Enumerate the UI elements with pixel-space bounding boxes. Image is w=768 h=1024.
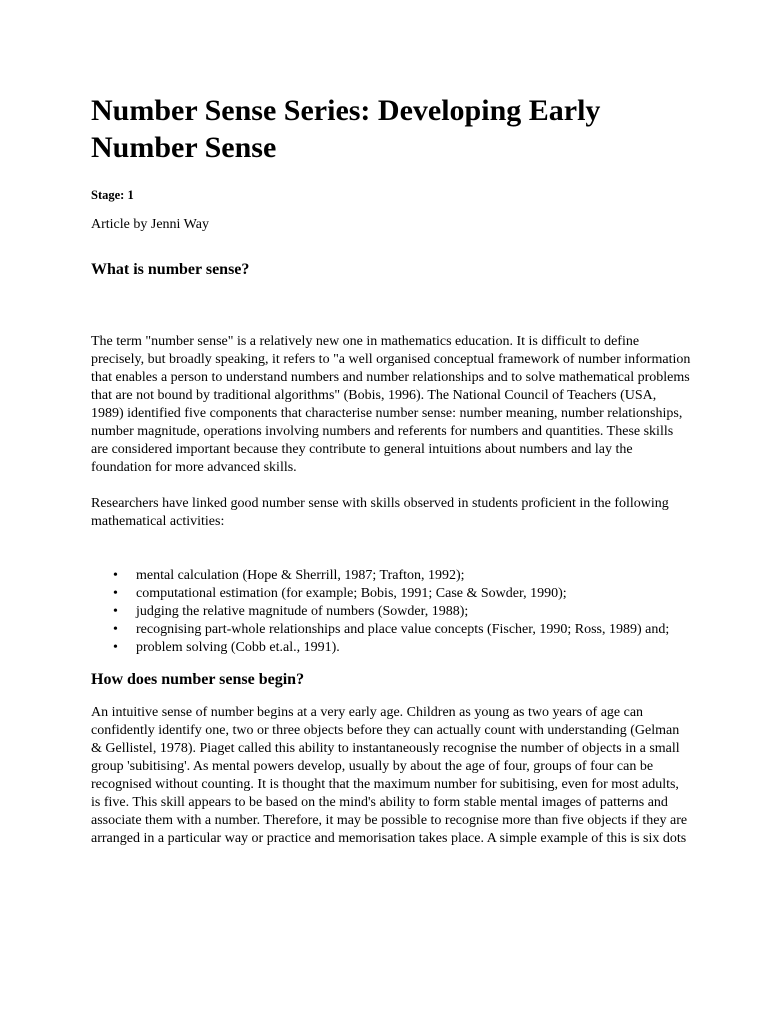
list-item: • mental calculation (Hope & Sherrill, 1987; Trafton, 1992); — [91, 567, 691, 585]
list-item: • recognising part-whole relationships and place value concepts (Fischer, 1990; Ross, 1989) and; — [91, 621, 691, 639]
article-byline: Article by Jenni Way — [91, 217, 209, 232]
article-body — [91, 92, 691, 848]
paragraph-researchers: Researchers have linked good number sense with skills observed in students proficient in the following mathematical activities: — [91, 496, 669, 529]
paragraph-intuitive-sense: An intuitive sense of number begins at a very early age. Children as young as two years of age can confidently identify one, two or three objects before they can actually count with understanding (Gelman & Gellistel, 1978). Piaget called this ability to instantaneously recognise the number of objects in a small group 'subitising'. As mental powers develop, usually by about the age of four, groups of four can be recognised without counting. It is thought that the maximum number for subitising, even for most adults, is five. This skill appears to be based on the mind's ability to form stable mental images of patterns and associate them with a number. Therefore, it may be possible to recognise more than five objects if they are arranged in a particular way or practice and memorisation takes place. A simple example of this is six dots — [91, 705, 688, 846]
section-heading-how-does-number-sense-begin: How does number sense begin? — [91, 671, 305, 688]
activities-list — [91, 567, 691, 657]
paragraph-definition: The term "number sense" is a relatively new one in mathematics education. It is difficult to define precisely, but broadly speaking, it refers to "a well organised conceptual framework of number information that enables a person to understand numbers and number relationships and to solve mathematical problems that are not bound by traditional algorithms" (Bobis, 1996). The National Council of Teachers (USA, 1989) identified five components that characterise number sense: number meaning, number relationships, number magnitude, operations involving numbers and referents for numbers and quantities. These skills are considered important because they contribute to general intuitions about numbers and lay the foundation for more advanced skills. — [91, 334, 691, 475]
section-heading-what-is-number-sense: What is number sense? — [91, 261, 250, 278]
list-item: • computational estimation (for example; Bobis, 1991; Case & Sowder, 1990); — [91, 585, 691, 603]
stage-label: Stage: 1 — [91, 188, 134, 202]
article-title: Number Sense Series: Developing Early Number Sense — [91, 94, 601, 164]
list-item: • judging the relative magnitude of numbers (Sowder, 1988); — [91, 603, 691, 621]
list-item: • problem solving (Cobb et.al., 1991). — [91, 639, 691, 657]
